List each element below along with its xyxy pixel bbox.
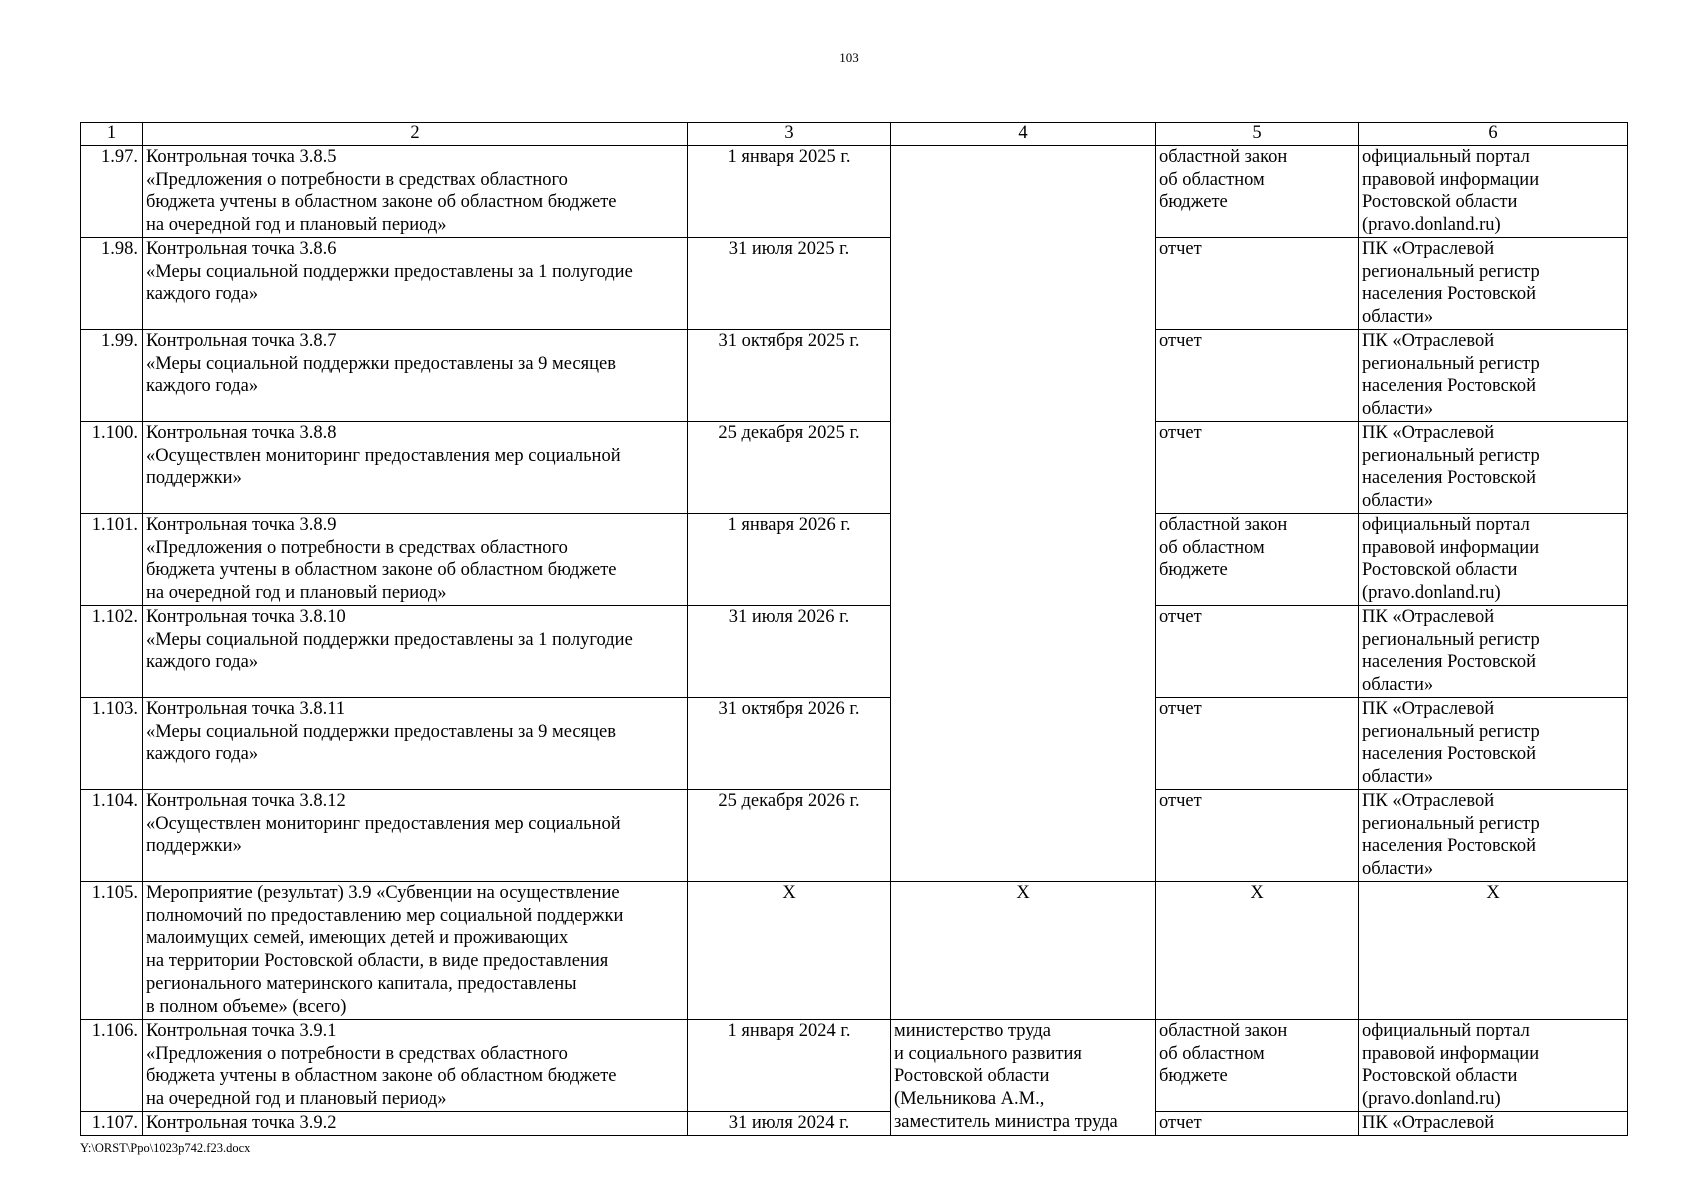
text-line: отчет [1159,1113,1202,1133]
header-col-6: 6 [1359,123,1628,146]
text-line: населения Ростовской [1362,468,1537,489]
text-line: региональный регистр [1362,445,1540,466]
text-line: «Меры социальной поддержки предоставлены за 9 месяцев [146,721,616,742]
text-line: об областном [1159,1043,1265,1064]
row-number: 1.97. [81,146,143,238]
row-date: Х [688,882,891,1020]
text-line: «Меры социальной поддержки предоставлены за 1 полугодие [146,629,633,650]
text-line: региональный регистр [1362,353,1540,374]
text-line: на очередной год и плановый период» [146,215,447,236]
text-line: населения Ростовской [1362,744,1537,765]
text-line: отчет [1159,331,1202,351]
text-line: Контрольная точка 3.8.9 [146,515,337,535]
row-document [1156,1112,1359,1136]
text-line: на очередной год и плановый период» [146,1089,447,1110]
row-number: 1.106. [81,1020,143,1112]
text-line: населения Ростовской [1362,836,1537,857]
text-line: области» [1362,675,1434,696]
text-line: Контрольная точка 3.8.7 [146,331,337,351]
text-line: области» [1362,399,1434,420]
row-date: 25 декабря 2026 г. [688,790,891,882]
text-line: (pravo.donland.ru) [1362,215,1501,236]
text-line: поддержки» [146,836,242,857]
row-description [143,1112,688,1136]
row-description [143,146,688,238]
text-line: Контрольная точка 3.9.1 [146,1021,337,1041]
row-responsible: Х [891,882,1156,1020]
row-description [143,790,688,882]
text-line: правовой информации [1362,169,1540,190]
row-number: 1.103. [81,698,143,790]
row-document [1156,238,1359,330]
text-line: региональный регистр [1362,629,1540,650]
text-line: «Осуществлен мониторинг предоставления мер социальной [146,813,621,834]
header-col-5: 5 [1156,123,1359,146]
text-line: Контрольная точка 3.8.8 [146,423,337,443]
row-number: 1.99. [81,330,143,422]
table-row [81,422,1628,514]
text-line: официальный портал [1362,1021,1530,1041]
text-line: Мероприятие (результат) 3.9 «Субвенции на осуществление [146,883,620,903]
text-line: бюджете [1159,560,1228,581]
text-line: региональный регистр [1362,261,1540,282]
row-source [1359,422,1628,514]
row-date: 1 января 2025 г. [688,146,891,238]
text-line: бюджета учтены в областном законе об областном бюджете [146,560,617,581]
table-row [81,882,1628,1020]
row-source [1359,514,1628,606]
row-description [143,330,688,422]
text-line: региональный регистр [1362,721,1540,742]
row-number: 1.102. [81,606,143,698]
text-line: отчет [1159,423,1202,443]
header-col-2: 2 [143,123,688,146]
row-description [143,606,688,698]
table-row [81,606,1628,698]
text-line: ПК «Отраслевой [1362,607,1495,627]
text-line: области» [1362,859,1434,880]
text-line: «Предложения о потребности в средствах областного [146,169,568,190]
table-row [81,1112,1628,1136]
row-source [1359,698,1628,790]
text-line: областной закон [1159,515,1288,535]
row-number: 1.107. [81,1112,143,1136]
text-line: ПК «Отраслевой [1362,1113,1495,1133]
row-number: 1.98. [81,238,143,330]
text-line: министерство труда [894,1021,1051,1041]
table-row [81,1020,1628,1112]
row-document [1156,514,1359,606]
plan-table [80,122,1628,1136]
text-line: «Осуществлен мониторинг предоставления мер социальной [146,445,621,466]
text-line: ПК «Отраслевой [1362,699,1495,719]
row-number: 1.101. [81,514,143,606]
table-row [81,146,1628,238]
row-date: 1 января 2024 г. [688,1020,891,1112]
row-source: Х [1359,882,1628,1020]
text-line: отчет [1159,607,1202,627]
text-line: Контрольная точка 3.8.6 [146,239,337,259]
text-line: Контрольная точка 3.8.10 [146,607,346,627]
table-row [81,238,1628,330]
row-date: 31 июля 2026 г. [688,606,891,698]
text-line: об областном [1159,537,1265,558]
text-line: каждого года» [146,744,259,765]
text-line: бюджета учтены в областном законе об областном бюджете [146,192,617,213]
row-date: 1 января 2026 г. [688,514,891,606]
row-description [143,238,688,330]
text-line: на очередной год и плановый период» [146,583,447,604]
row-document [1156,330,1359,422]
text-line: «Предложения о потребности в средствах областного [146,1043,568,1064]
row-description [143,422,688,514]
text-line: населения Ростовской [1362,652,1537,673]
text-line: Ростовской области [1362,560,1518,581]
text-line: отчет [1159,239,1202,259]
row-document [1156,698,1359,790]
header-col-4: 4 [891,123,1156,146]
text-line: Контрольная точка 3.8.12 [146,791,346,811]
row-document: Х [1156,882,1359,1020]
text-line: бюджете [1159,1066,1228,1087]
row-date: 25 декабря 2025 г. [688,422,891,514]
footer-file-path: Y:\ORST\Ppo\1023p742.f23.docx [80,1141,251,1155]
row-description [143,514,688,606]
row-document [1156,606,1359,698]
text-line: (pravo.donland.ru) [1362,583,1501,604]
text-line: областной закон [1159,147,1288,167]
text-line: (pravo.donland.ru) [1362,1089,1501,1110]
row-source [1359,1112,1628,1136]
text-line: Ростовской области [894,1066,1050,1087]
text-line: правовой информации [1362,1043,1540,1064]
text-line: отчет [1159,699,1202,719]
row-source [1359,1020,1628,1112]
row-date: 31 октября 2025 г. [688,330,891,422]
text-line: населения Ростовской [1362,284,1537,305]
table-row [81,698,1628,790]
text-line: населения Ростовской [1362,376,1537,397]
text-line: заместитель министра труда [894,1111,1118,1132]
text-line: «Меры социальной поддержки предоставлены за 1 полугодие [146,261,633,282]
text-line: бюджета учтены в областном законе об областном бюджете [146,1066,617,1087]
table-header-row [81,123,1628,146]
row-document [1156,422,1359,514]
text-line: об областном [1159,169,1265,190]
row-date: 31 июля 2024 г. [688,1112,891,1136]
table-row [81,790,1628,882]
row-source [1359,146,1628,238]
responsible-merged-cell [891,146,1156,882]
text-line: в полном объеме» (всего) [146,996,347,1017]
header-col-3: 3 [688,123,891,146]
row-document [1156,1020,1359,1112]
row-date: 31 июля 2025 г. [688,238,891,330]
header-col-1: 1 [81,123,143,146]
text-line: области» [1362,307,1434,328]
text-line: Контрольная точка 3.8.11 [146,699,346,719]
text-line: на территории Ростовской области, в виде предоставления [146,951,609,972]
text-line: и социального развития [894,1043,1082,1064]
text-line: малоимущих семей, имеющих детей и проживающих [146,928,569,949]
text-line: «Предложения о потребности в средствах областного [146,537,568,558]
text-line: официальный портал [1362,515,1530,535]
row-description [143,882,688,1020]
text-line: ПК «Отраслевой [1362,423,1495,443]
text-line: Контрольная точка 3.8.5 [146,147,337,167]
text-line: области» [1362,767,1434,788]
text-line: ПК «Отраслевой [1362,791,1495,811]
text-line: (Мельникова А.М., [894,1089,1045,1110]
text-line: полномочий по предоставлению мер социальной поддержки [146,905,624,926]
table-row [81,330,1628,422]
page-number: 103 [839,50,859,65]
row-source [1359,238,1628,330]
text-line: каждого года» [146,376,259,397]
text-line: регионального материнского капитала, предоставлены [146,973,577,994]
row-number: 1.104. [81,790,143,882]
row-source [1359,330,1628,422]
text-line: Ростовской области [1362,192,1518,213]
text-line: «Меры социальной поддержки предоставлены за 9 месяцев [146,353,616,374]
row-responsible [891,1020,1156,1136]
row-document [1156,146,1359,238]
row-date: 31 октября 2026 г. [688,698,891,790]
row-description [143,1020,688,1112]
row-number: 1.100. [81,422,143,514]
table-row [81,514,1628,606]
text-line: правовой информации [1362,537,1540,558]
text-line: региональный регистр [1362,813,1540,834]
text-line: Контрольная точка 3.9.2 [146,1113,337,1133]
text-line: ПК «Отраслевой [1362,239,1495,259]
row-description [143,698,688,790]
text-line: отчет [1159,791,1202,811]
text-line: области» [1362,491,1434,512]
text-line: областной закон [1159,1021,1288,1041]
row-source [1359,790,1628,882]
row-source [1359,606,1628,698]
text-line: каждого года» [146,652,259,673]
text-line: поддержки» [146,468,242,489]
text-line: Ростовской области [1362,1066,1518,1087]
text-line: каждого года» [146,284,259,305]
text-line: ПК «Отраслевой [1362,331,1495,351]
text-line: бюджете [1159,192,1228,213]
row-number: 1.105. [81,882,143,1020]
row-document [1156,790,1359,882]
text-line: официальный портал [1362,147,1530,167]
